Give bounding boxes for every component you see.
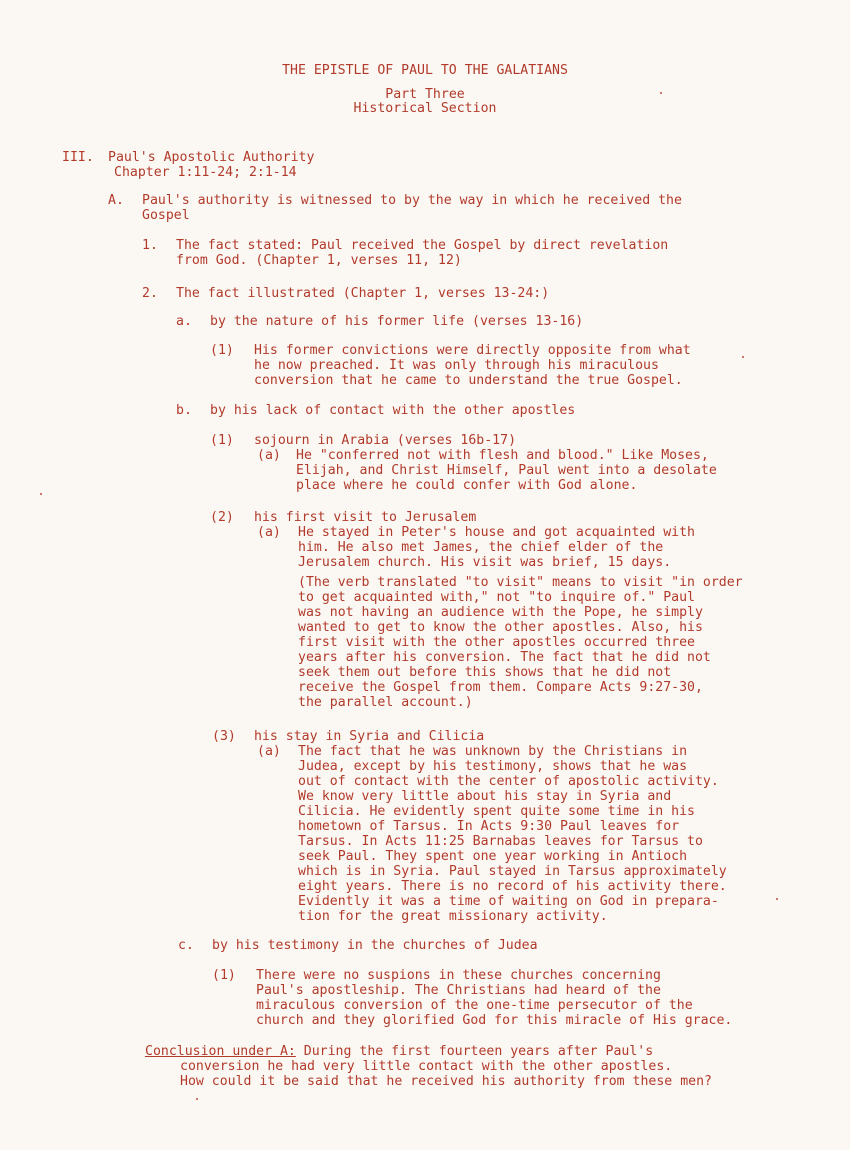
speck-mark	[776, 898, 778, 900]
outline-A-number: A.	[108, 193, 124, 208]
outline-b2a-number: (a)	[257, 525, 281, 540]
outline-b-text: by his lack of contact with the other apostles	[210, 403, 576, 418]
outline-b3a-text: The fact that he was unknown by the Christians in Judea, except by his testimony, shows that he was out of contact with the center of apostolic activity. We know very little about his stay in Syria and Cilicia. He evidently spent quite some time in his hometown of Tarsus. In Acts 9:30 Paul leaves for Tarsus. In Acts 11:25 Barnabas leaves for Tarsus to seek Paul. They spent one year working in Antioch which is in Syria. Paul stayed in Tarsus approximately eight years. There is no record of his activity there. Evidently it was a time of waiting on God in prepara- tion for the great missionary activity.	[298, 744, 727, 924]
conclusion-text-rest: conversion he had very little contact with the other apostles. How could it be said that he received his authority from these men?	[180, 1059, 712, 1089]
outline-a-number: a.	[176, 314, 192, 329]
outline-III-reference: Chapter 1:11-24; 2:1-14	[114, 165, 297, 180]
part-heading: Part Three	[385, 87, 465, 102]
outline-b2-number: (2)	[210, 510, 234, 525]
outline-A2-number: 2.	[142, 286, 158, 301]
outline-A-text: Paul's authority is witnessed to by the way in which he received the Gospel	[142, 193, 682, 223]
outline-A2-text: The fact illustrated (Chapter 1, verses 13-24:)	[176, 286, 550, 301]
section-heading: Historical Section	[353, 101, 497, 116]
outline-III-number: III.	[62, 150, 94, 165]
outline-c-number: c.	[178, 938, 194, 953]
outline-b2a-text: He stayed in Peter's house and got acquainted with him. He also met James, the chief elder of the Jerusalem church. His visit was brief, 15 days.	[298, 525, 695, 570]
document-title: THE EPISTLE OF PAUL TO THE GALATIANS	[282, 63, 568, 78]
speck-mark	[660, 92, 662, 94]
outline-c-text: by his testimony in the churches of Judea	[212, 938, 538, 953]
outline-a1-text: His former convictions were directly opposite from what he now preached. It was only through his miraculous conversion that he came to understand the true Gospel.	[254, 343, 691, 388]
outline-A1-text: The fact stated: Paul received the Gospel by direct revelation from God. (Chapter 1, verses 11, 12)	[176, 238, 669, 268]
outline-b1a-number: (a)	[257, 448, 281, 463]
outline-III-title: Paul's Apostolic Authority	[108, 150, 315, 165]
outline-b3-number: (3)	[212, 729, 236, 744]
outline-b1a-text: He "conferred not with flesh and blood." Like Moses, Elijah, and Christ Himself, Paul went into a desolate place where he could confer with God alone.	[296, 448, 717, 493]
outline-b3-text: his stay in Syria and Cilicia	[254, 729, 485, 744]
outline-c1-text: There were no suspions in these churches concerning Paul's apostleship. The Christians had heard of the miraculous conversion of the one-time persecutor of the church and they glorified God for this miracle of His grace.	[256, 968, 733, 1028]
conclusion-first-line	[145, 1044, 653, 1059]
speck-mark	[742, 356, 744, 358]
outline-b3a-number: (a)	[257, 744, 281, 759]
speck-mark	[196, 1098, 198, 1100]
conclusion-label: Conclusion under A:	[145, 1044, 296, 1059]
outline-a1-number: (1)	[210, 343, 234, 358]
outline-b1-number: (1)	[210, 433, 234, 448]
outline-A1-number: 1.	[142, 238, 158, 253]
outline-b2a-note: (The verb translated "to visit" means to visit "in order to get acquainted with," not "to inquire of." Paul was not having an audience with the Pope, he simply wanted to get to know the other apostles. Also, his first visit with the other apostles occurred three years after his conversion. The fact that he did not seek them out before this shows that he did not receive the Gospel from them. Compare Acts 9:27-30, the parallel account.)	[298, 575, 743, 710]
outline-b-number: b.	[176, 403, 192, 418]
speck-mark	[40, 493, 42, 495]
outline-c1-number: (1)	[212, 968, 236, 983]
outline-b2-text: his first visit to Jerusalem	[254, 510, 477, 525]
outline-a-text: by the nature of his former life (verses 13-16)	[210, 314, 584, 329]
conclusion-text-first: During the first fourteen years after Paul's	[295, 1044, 654, 1059]
outline-b1-text: sojourn in Arabia (verses 16b-17)	[254, 433, 517, 448]
